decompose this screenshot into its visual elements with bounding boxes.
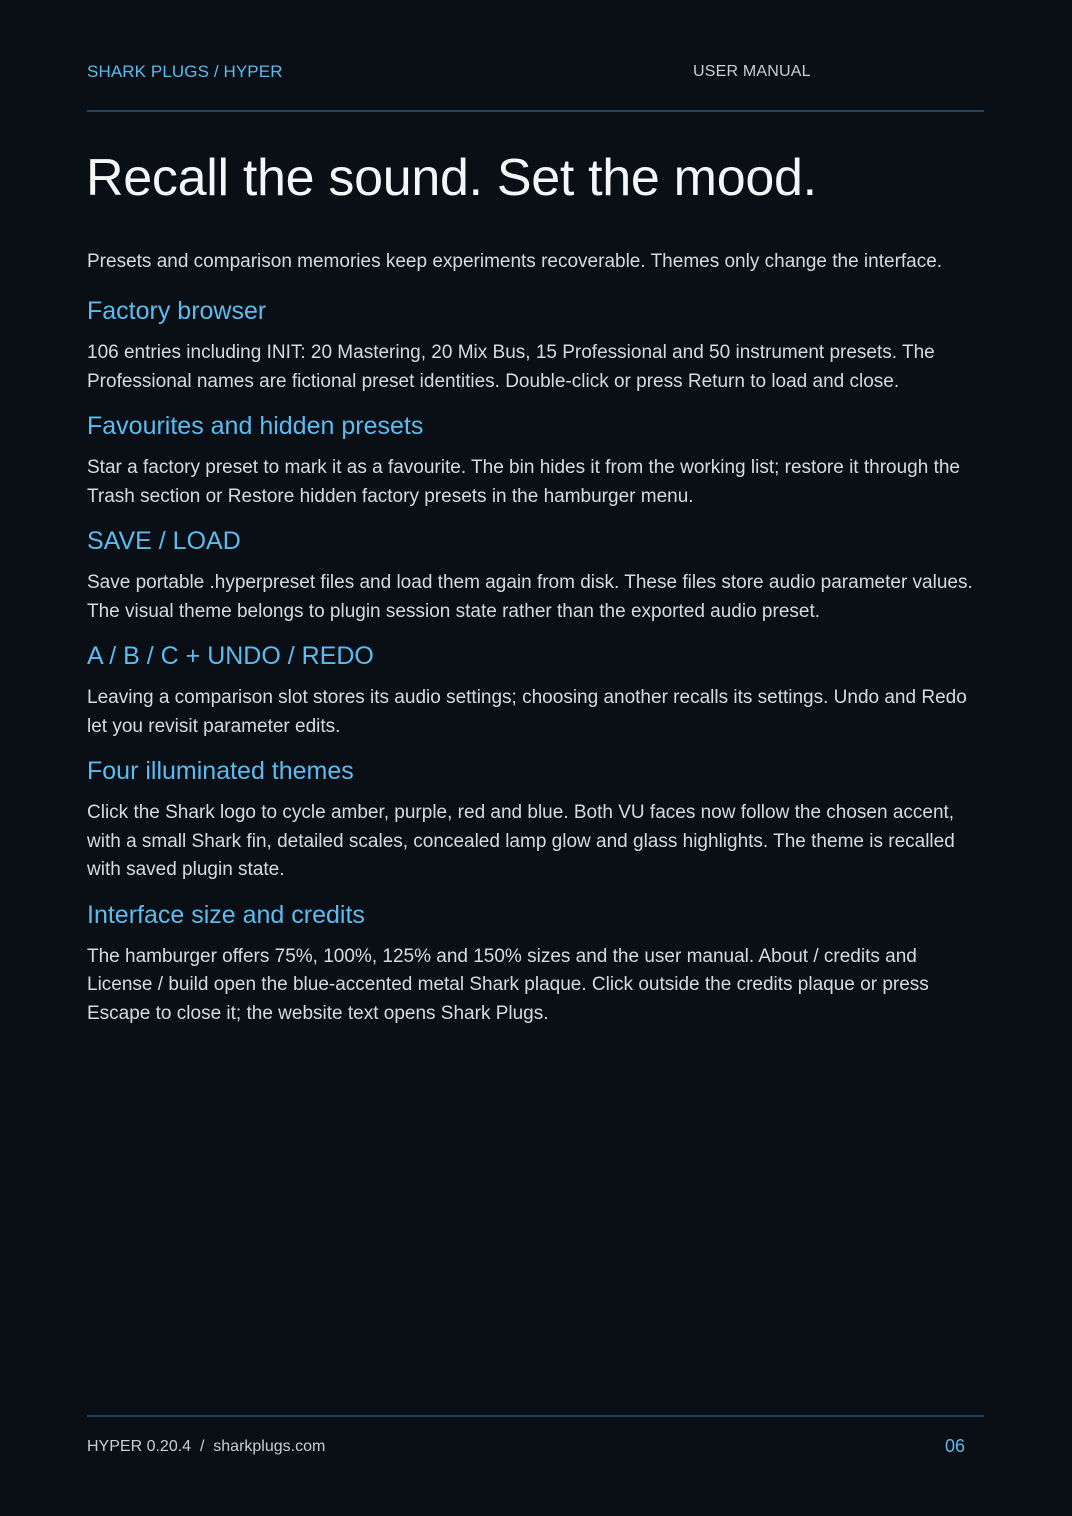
section-heading: A / B / C + UNDO / REDO <box>87 642 374 670</box>
sections-container <box>87 294 987 1041</box>
page-number: 06 <box>945 1436 966 1456</box>
section-body: Star a factory preset to mark it as a favourite. The bin hides it from the working list; restore it through the Trash section or Restore hidden factory presets in the hamburger menu. <box>87 457 960 507</box>
footer-divider <box>87 1415 984 1417</box>
footer-version-site: HYPER 0.20.4 / sharkplugs.com <box>87 1438 326 1455</box>
section-heading: Favourites and hidden presets <box>87 412 424 440</box>
section-body: Save portable .hyperpreset files and load them again from disk. These files store audio parameter values. The visual theme belongs to plugin session state rather than the exported audio preset. <box>87 572 973 622</box>
section-body: Click the Shark logo to cycle amber, purple, red and blue. Both VU faces now follow the chosen accent, with a small Shark fin, detailed scales, concealed lamp glow and glass highlights. The theme is recalled with saved plugin state. <box>87 802 955 880</box>
section-favourites <box>87 409 987 511</box>
section-body: 106 entries including INIT: 20 Mastering, 20 Mix Bus, 15 Professional and 50 instrument presets. The Professional names are fictional preset identities. Double-click or press Return to load and close. <box>87 342 935 392</box>
doc-type-label: USER MANUAL <box>693 63 811 80</box>
page-header <box>87 62 984 86</box>
section-heading: SAVE / LOAD <box>87 527 241 555</box>
header-divider <box>87 110 984 112</box>
section-abc-undo-redo <box>87 639 987 741</box>
section-themes <box>87 754 987 885</box>
section-interface-size <box>87 898 987 1029</box>
section-heading: Four illuminated themes <box>87 757 354 785</box>
section-heading: Interface size and credits <box>87 900 365 929</box>
page-title: Recall the sound. Set the mood. <box>86 149 817 207</box>
section-factory-browser <box>87 294 987 396</box>
brand-label: SHARK PLUGS / HYPER <box>87 62 283 81</box>
section-body: The hamburger offers 75%, 100%, 125% and 150% sizes and the user manual. About / credits and License / build open the blue-accented metal Shark plaque. Click outside the credits plaque or press Escape to close it; the website text opens Shark Plugs. <box>87 945 929 1024</box>
intro-paragraph: Presets and comparison memories keep experiments recoverable. Themes only change the interface. <box>87 251 943 272</box>
section-body: Leaving a comparison slot stores its audio settings; choosing another recalls its settings. Undo and Redo let you revisit parameter edits. <box>87 687 967 737</box>
section-heading: Factory browser <box>87 297 267 325</box>
section-save-load <box>87 524 987 626</box>
